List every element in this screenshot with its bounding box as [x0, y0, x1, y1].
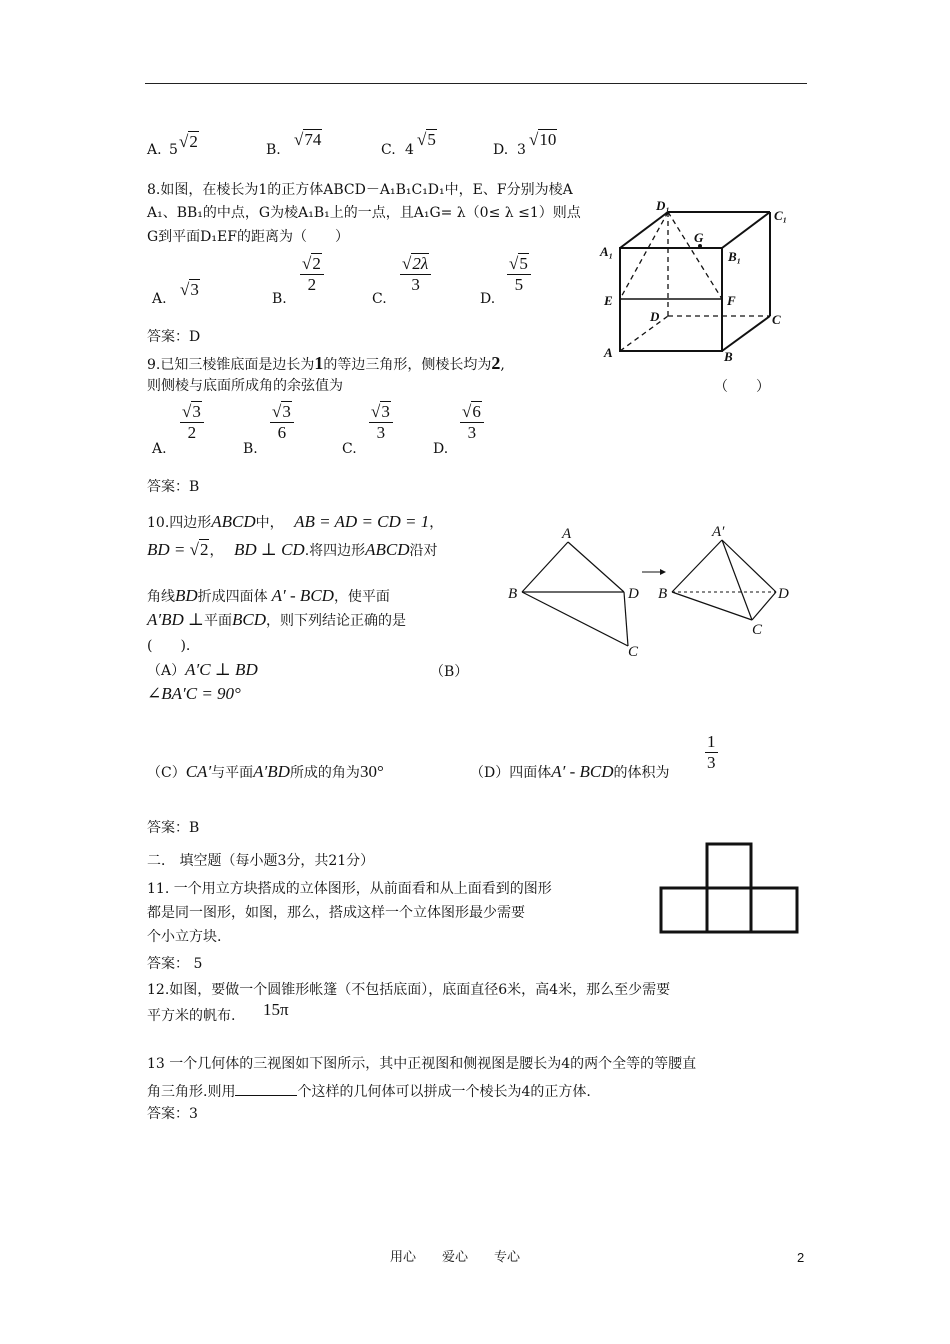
q7-opt-a-sqrt: √2	[179, 132, 198, 151]
fold-ba	[522, 542, 568, 592]
label-g: G	[694, 230, 704, 245]
q9-answer: 答案：B	[147, 479, 200, 495]
label-e: E	[604, 293, 613, 308]
q7-opt-c-label: C.	[381, 142, 396, 158]
q10-line4: A′BD ⊥平面BCD，则下列结论正确的是	[147, 610, 407, 629]
q8-opt-b-label: B.	[272, 291, 287, 307]
fig10-label-b2: B	[658, 586, 668, 602]
label-a: A	[604, 345, 613, 360]
q7-opt-b-sqrt: √74	[294, 130, 322, 149]
cube-hidden-ad	[620, 316, 668, 351]
q10-answer: 答案：B	[147, 820, 200, 836]
q9-opt-b-label: B.	[243, 441, 258, 457]
fig10-label-d: D	[628, 586, 639, 602]
tet-ba	[672, 540, 722, 592]
block-right	[751, 888, 797, 932]
tet-ac	[722, 540, 752, 620]
label-d1: D₁	[656, 198, 670, 213]
q10-opt-b-label: （B）	[430, 664, 469, 680]
tet-bc	[672, 592, 752, 620]
q13-blank	[235, 1081, 297, 1096]
q8-opt-c-frac: $\frac{√2\lambda}{3}$	[400, 254, 431, 295]
tet-ad	[722, 540, 776, 592]
fold-arrow	[642, 569, 666, 575]
page-number: 2	[797, 1250, 805, 1265]
fig10-label-a: A	[562, 526, 572, 542]
q10-line5: ( ).	[147, 638, 191, 654]
q7-opt-a-label: A.	[147, 142, 162, 158]
q8-line3: G到平面D₁EF的距离为（ ）	[147, 229, 349, 245]
q11-line1: 11. 一个用立方块搭成的立体图形，从前面看和从上面看到的图形	[147, 881, 552, 897]
q10-opt-d-frac: $\frac{1}{3}$	[707, 732, 716, 772]
q10-opt-a: （A）A′C ⊥ BD	[147, 660, 258, 679]
cube-figure	[598, 198, 794, 366]
label-b1: B₁	[728, 249, 742, 264]
q10-opt-c: （C）CA′与平面A′BD所成的角为30°	[147, 762, 384, 781]
q7-opt-d-sqrt: √10	[529, 130, 557, 149]
q9-opt-d-frac: $\frac{√6}{3}$	[460, 402, 484, 443]
cube-edge-b1c1	[722, 212, 770, 248]
q8-opt-a-sqrt: √3	[180, 280, 199, 299]
header-rule	[145, 83, 807, 84]
q9-opt-c-label: C.	[342, 441, 357, 457]
q9-paren: （ ）	[714, 379, 770, 395]
label-b: B	[724, 349, 733, 364]
tet-cd	[752, 592, 776, 620]
label-f: F	[727, 293, 736, 308]
block-left	[661, 888, 707, 932]
q8-answer: 答案：D	[147, 329, 201, 345]
fig10-label-c2: C	[752, 622, 763, 638]
q11-line3: 个小立方块.	[147, 929, 222, 945]
cube-hidden-d1f	[668, 212, 722, 299]
q9-opt-b-frac: $\frac{√3}{6}$	[270, 402, 294, 443]
q9-opt-a-frac: $\frac{√3}{2}$	[180, 402, 204, 443]
fold-ad	[568, 542, 624, 592]
q7-opt-a-coef: 5	[169, 142, 178, 158]
label-a1: A₁	[600, 244, 614, 259]
q10-opt-b: ∠BA′C = 90°	[147, 684, 241, 703]
q7-opt-d-coef: 3	[517, 142, 526, 158]
q9-line2: 则侧棱与底面所成角的余弦值为	[147, 378, 343, 394]
q9-opt-a-label: A.	[152, 441, 167, 457]
q7-opt-c-coef: 4	[405, 142, 414, 158]
q11-line2: 都是同一图形，如图，那么，搭成这样一个立体图形最少需要	[147, 905, 525, 921]
q10-line3: 角线BD折成四面体 A′ - BCD，使平面	[147, 586, 390, 605]
fold-figure	[500, 520, 800, 670]
footer-motto: 用心 爱心 专心	[390, 1250, 521, 1265]
q11-answer: 答案： 5	[147, 956, 203, 972]
q13-line2: 角三角形.则用 个这样的几何体可以拼成一个棱长为4的正方体.	[147, 1081, 591, 1102]
q9-line1: 9.已知三棱锥底面是边长为1的等边三角形，侧棱长均为2,	[147, 353, 505, 373]
q10-opt-d: （D）四面体A′ - BCD的体积为	[470, 762, 670, 781]
q8-opt-d-frac: $\frac{√5}{5}$	[507, 254, 531, 295]
q12-line2: 平方米的帆布.	[147, 1008, 236, 1024]
q8-opt-a-label: A.	[152, 291, 167, 307]
block-view-figure	[656, 840, 802, 936]
q10-line2: BD = √2， BD ⊥ CD.将四边形ABCD沿对	[147, 540, 438, 559]
fig10-label-b: B	[508, 586, 518, 602]
q8-opt-d-label: D.	[480, 291, 496, 307]
cube-edge-a1d1	[620, 212, 668, 248]
q10-line1: 10.四边形ABCD中， AB = AD = CD = 1，	[147, 512, 444, 531]
block-top	[707, 844, 751, 888]
block-middle	[707, 888, 751, 932]
q9-opt-c-frac: $\frac{√3}{3}$	[369, 402, 393, 443]
fig10-label-c: C	[628, 644, 639, 660]
q8-opt-c-label: C.	[372, 291, 387, 307]
fig10-label-d2: D	[778, 586, 789, 602]
q8-opt-b-frac: $\frac{√2}{2}$	[300, 254, 324, 295]
q13-answer: 答案：3	[147, 1106, 198, 1122]
cube-hidden-d1e	[620, 212, 668, 299]
fig10-label-a-prime: A′	[712, 524, 725, 540]
label-d: D	[650, 309, 660, 324]
fold-bc	[522, 592, 628, 646]
q12-line1: 12.如图，要做一个圆锥形帐篷（不包括底面），底面直径6米，高4米，那么至少需要	[147, 982, 671, 998]
q8-line2: A₁、BB₁的中点，G为棱A₁B₁上的一点，且A₁G= λ（0≤ λ ≤1）则点	[147, 205, 581, 221]
q13-line1: 13 一个几何体的三视图如下图所示，其中正视图和侧视图是腰长为4的两个全等的等腰直	[147, 1056, 697, 1072]
q12-answer: 15π	[263, 1000, 289, 1019]
label-c1: C₁	[774, 208, 788, 223]
label-c: C	[772, 312, 781, 327]
q8-line1: 8.如图，在棱长为1的正方体ABCD－A₁B₁C₁D₁中，E、F分别为棱A	[147, 182, 573, 198]
q7-opt-d-label: D.	[493, 142, 509, 158]
section-title-fill-in: 二． 填空题（每小题3分，共21分）	[147, 853, 375, 869]
q7-opt-b-label: B.	[266, 142, 281, 158]
q7-opt-c-sqrt: √5	[417, 130, 436, 149]
q9-opt-d-label: D.	[433, 441, 449, 457]
cube-edge-bc	[722, 316, 770, 351]
